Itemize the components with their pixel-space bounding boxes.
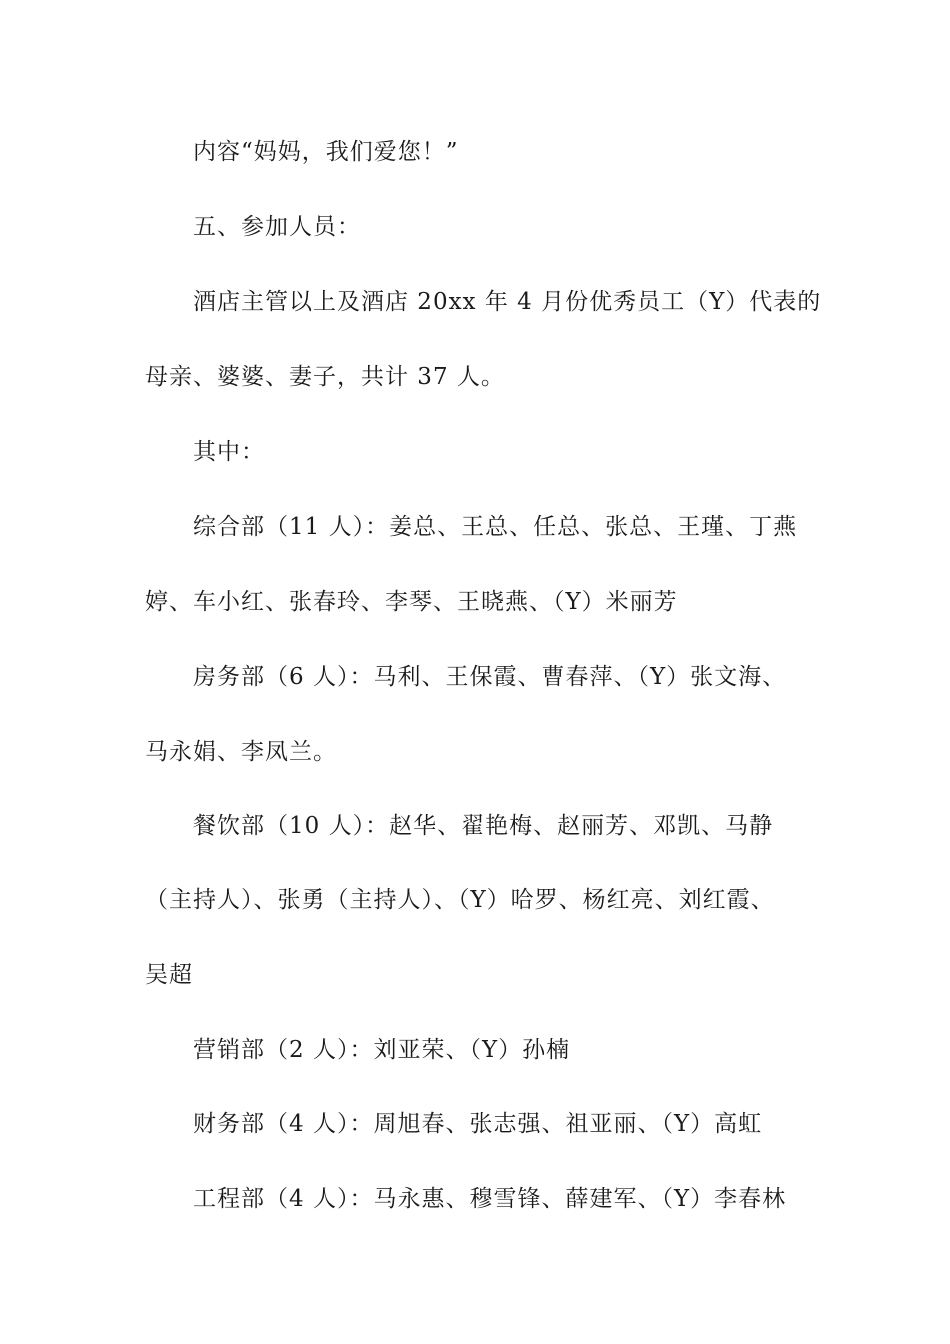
dept-catering-line-2: （主持人）、张勇（主持人）、（Y）哈罗、杨红亮、刘红霞、 bbox=[145, 887, 775, 913]
dept-general-line-1: 综合部（11 人）：姜总、王总、任总、张总、王瑾、丁燕 bbox=[193, 514, 798, 540]
section-heading-participants: 五、参加人员： bbox=[193, 214, 361, 240]
among-them-label: 其中： bbox=[193, 439, 265, 465]
dept-catering-line-1: 餐饮部（10 人）：赵华、翟艳梅、赵丽芳、邓凯、马静 bbox=[193, 813, 774, 839]
dept-rooms-line-2: 马永娟、李凤兰。 bbox=[145, 739, 337, 765]
dept-general-line-2: 婷、车小红、张春玲、李琴、王晓燕、（Y）米丽芳 bbox=[145, 589, 678, 615]
dept-engineering-line: 工程部（4 人）：马永惠、穆雪锋、薛建军、（Y）李春林 bbox=[193, 1186, 787, 1212]
dept-catering-line-3: 吴超 bbox=[145, 962, 193, 988]
paragraph-content-line: 内容“妈妈，我们爱您！” bbox=[193, 139, 459, 165]
participants-description-line-2: 母亲、婆婆、妻子，共计 37 人。 bbox=[145, 364, 505, 390]
dept-marketing-line: 营销部（2 人）：刘亚荣、（Y）孙楠 bbox=[193, 1037, 571, 1063]
dept-finance-line: 财务部（4 人）：周旭春、张志强、祖亚丽、（Y）高虹 bbox=[193, 1111, 763, 1137]
participants-description-line-1: 酒店主管以上及酒店 20xx 年 4 月份优秀员工（Y）代表的 bbox=[193, 289, 822, 315]
dept-rooms-line-1: 房务部（6 人）：马利、王保霞、曹春萍、（Y）张文海、 bbox=[193, 664, 787, 690]
